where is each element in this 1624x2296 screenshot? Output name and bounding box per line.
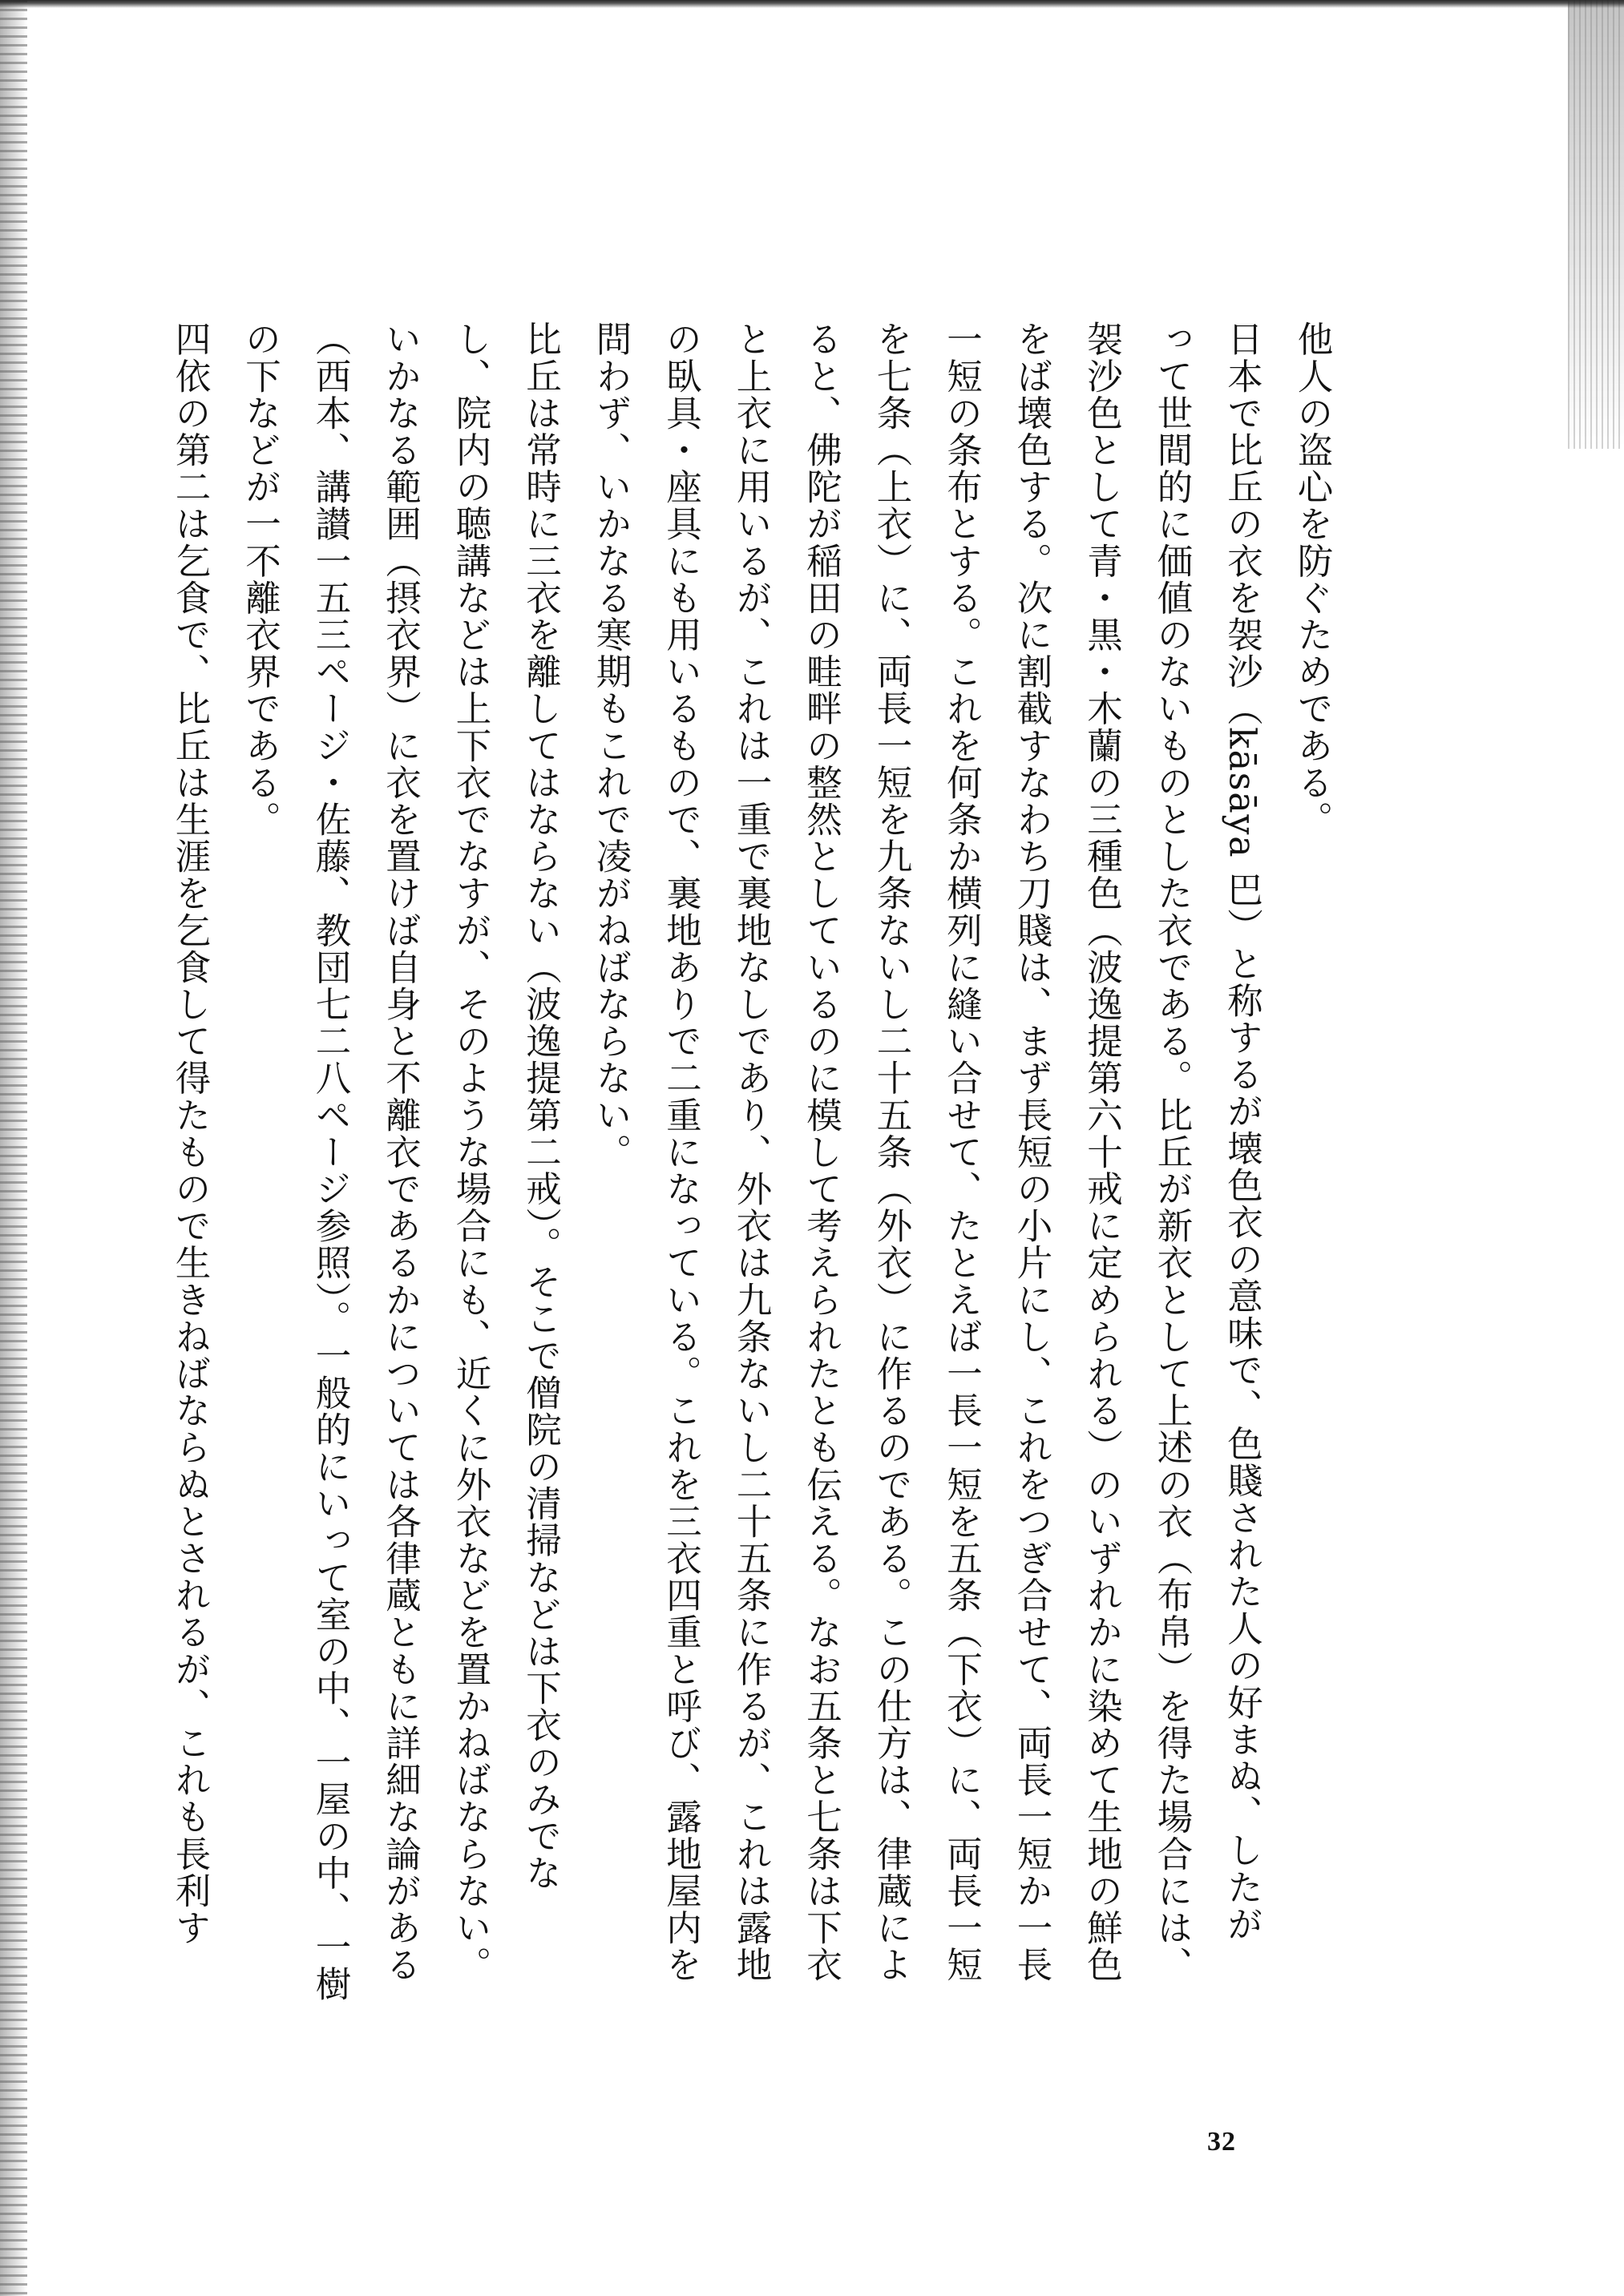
text-line: 問わず、いかなる寒期もこれで凌がねばならない。 xyxy=(590,321,631,1171)
text-line: と上衣に用いるが、これは一重で裏地なしであり、外衣は九条ないし二十五条に作るが、これは露地 xyxy=(730,321,771,1983)
text-line: 日本で比丘の衣を袈沙（kāsāya 巴）と称するが壊色衣の意味で、色賤された人の好まぬ、したが xyxy=(1221,321,1262,1943)
text-line: の下などが一不離衣界である。 xyxy=(239,321,281,838)
scan-edge-top xyxy=(0,0,1624,8)
text-line: の臥具・座具にも用いるもので、裏地ありで二重になっている。これを三衣四重と呼び、露地屋内を xyxy=(660,321,701,1983)
scan-edge-right xyxy=(1568,0,1624,449)
text-line: って世間的に価値のないものとした衣である。比丘が新衣として上述の衣（布帛）を得た場合には、 xyxy=(1151,321,1192,1983)
text-line: を七条（上衣）に、両長一短を九条ないし二十五条（外衣）に作るのである。この仕方は、律蔵によ xyxy=(871,321,911,1983)
text-line: 他人の盗心を防ぐためである。 xyxy=(1291,321,1332,838)
text-line: 袈沙色として青・黒・木蘭の三種色（波逸提第六十戒に定められる）のいずれかに染めて生地の鮮色 xyxy=(1081,321,1122,1983)
text-line: し、院内の聴講などは上下衣でなすが、そのような場合にも、近くに外衣などを置かねばならない。 xyxy=(450,321,491,1983)
text-line: ると、佛陀が稲田の畦畔の整然としているのに模して考えられたとも伝える。なお五条と七条は下衣 xyxy=(800,321,842,1983)
text-line: をば壊色する。次に割截すなわち刀賤は、まず長短の小片にし、これをつぎ合せて、両長一短か一長 xyxy=(1011,321,1052,1983)
text-line: 比丘は常時に三衣を離してはならない（波逸提第二戒）。そこで僧院の清掃などは下衣のみでな xyxy=(519,321,561,1892)
text-line: 一短の条布とする。これを何条か横列に縫い合せて、たとえば一長一短を五条（下衣）に、両長一短 xyxy=(940,321,982,1983)
body-text xyxy=(160,321,1347,2068)
scan-edge-left xyxy=(0,0,27,2296)
page-number: 32 xyxy=(1207,2127,1236,2157)
text-line: （西本、講讃一五三ページ・佐藤、教団七二八ページ参照）。一般的にいって室の中、一屋の中、一樹 xyxy=(309,321,350,2003)
text-line: 四依の第二は乞食で、比丘は生涯を乞食して得たもので生きねばならぬとされるが、これも長利す xyxy=(169,321,210,1947)
text-line: いかなる範囲（摂衣界）に衣を置けば自身と不離衣であるかについては各律蔵ともに詳細な論がある xyxy=(379,321,421,1983)
